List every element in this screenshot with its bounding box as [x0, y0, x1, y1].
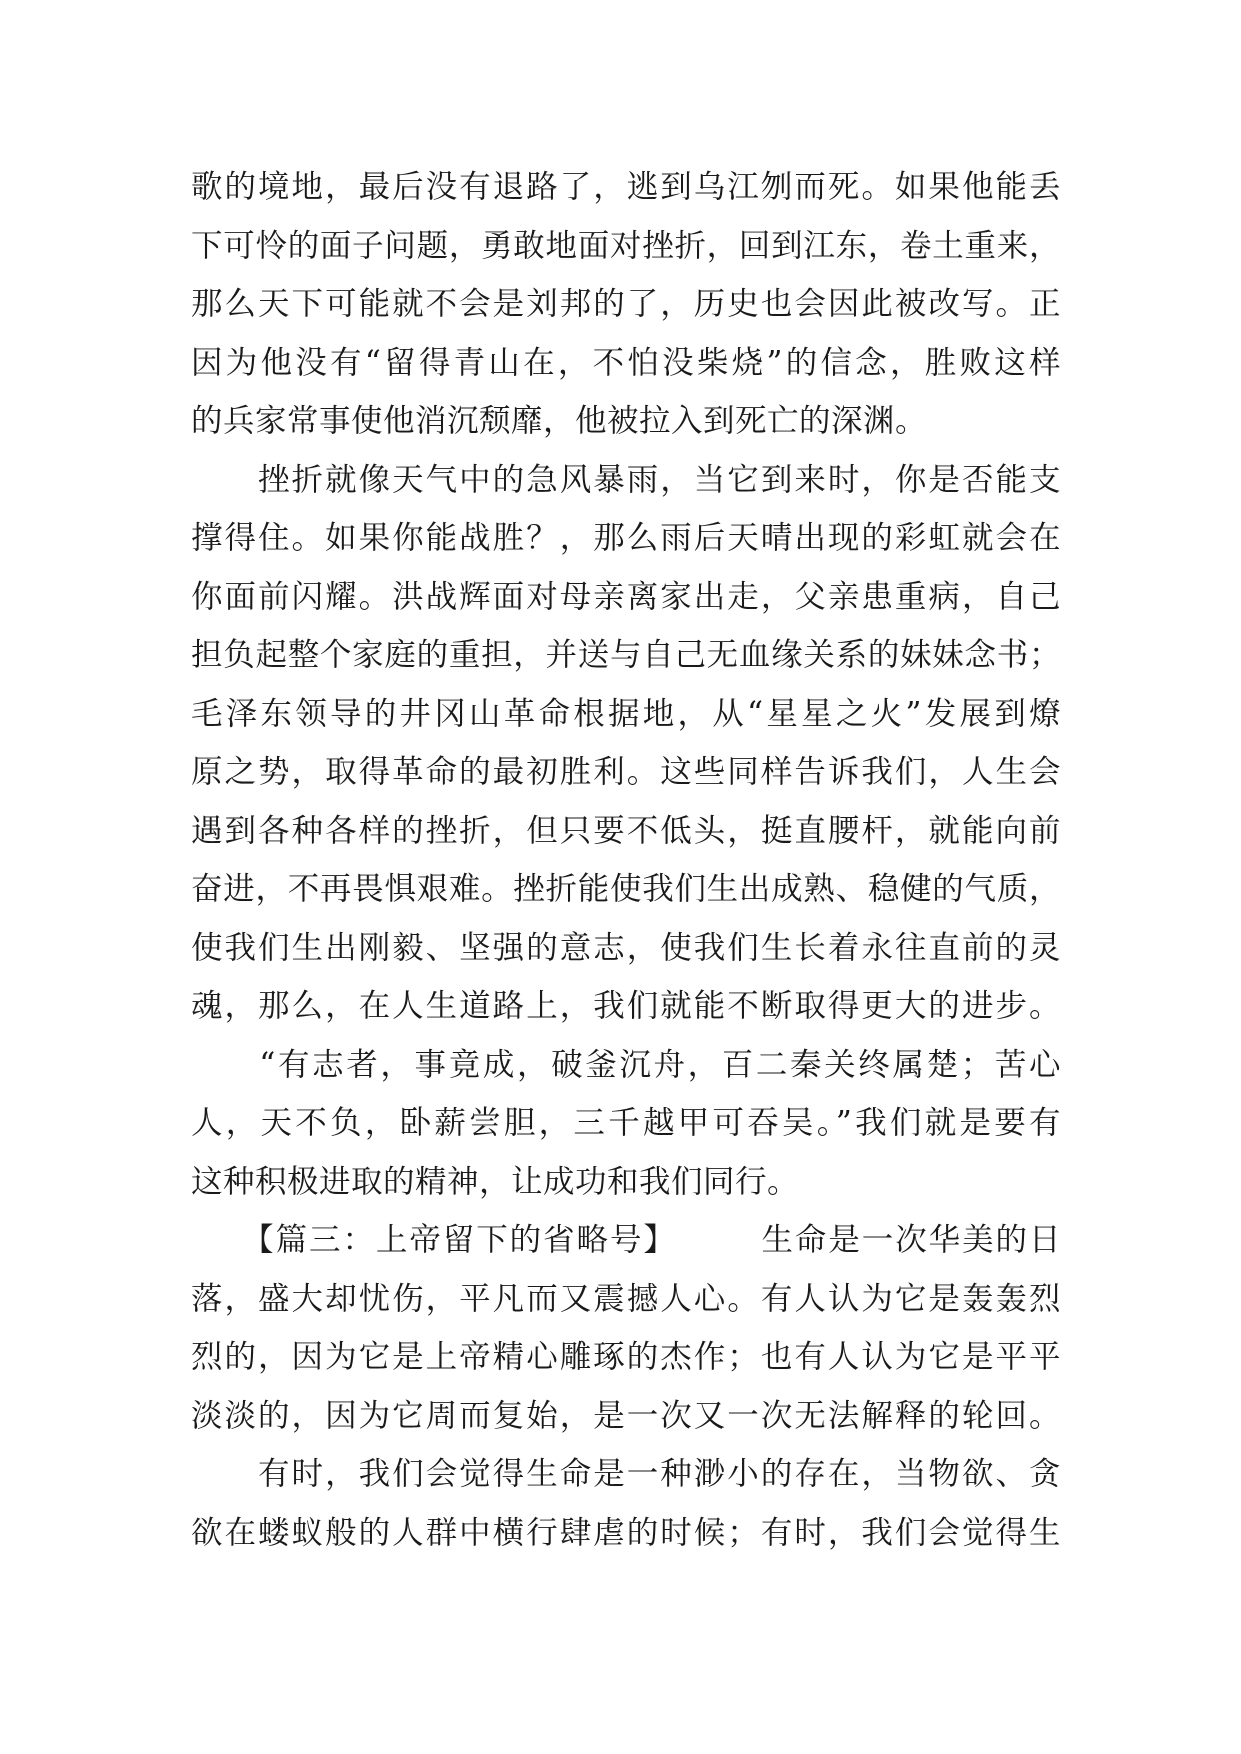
text-line: 撑得住。如果你能战胜？，那么雨后天晴出现的彩虹就会在: [191, 520, 1061, 556]
text-line: 你面前闪耀。洪战辉面对母亲离家出走，父亲患重病，自己: [191, 578, 1061, 615]
text-line: 欲在蝼蚁般的人群中横行肆虐的时候；有时，我们会觉得生: [191, 1514, 1061, 1551]
text-line: 那么天下可能就不会是刘邦的了，历史也会因此被改写。正: [191, 286, 1061, 322]
text-line: 担负起整个家庭的重担，并送与自己无血缘关系的妹妹念书；: [191, 637, 1061, 673]
text-line: “有志者，事竟成，破釜沉舟，百二秦关终属楚；苦心: [191, 1046, 1061, 1083]
text-line: 下可怜的面子问题，勇敢地面对挫折，回到江东，卷土重来，: [191, 227, 1061, 264]
text-line: 的兵家常事使他消沉颓靡，他被拉入到死亡的深渊。: [191, 403, 928, 439]
text-line: 烈的，因为它是上帝精心雕琢的杰作；也有人认为它是平平: [191, 1339, 1061, 1375]
text-line: 使我们生出刚毅、坚强的意志，使我们生长着永往直前的灵: [191, 929, 1061, 966]
text-line: 有时，我们会觉得生命是一种渺小的存在，当物欲、贪: [191, 1456, 1061, 1492]
text-line: 淡淡的，因为它周而复始，是一次又一次无法解释的轮回。: [191, 1397, 1061, 1434]
text-line: 【篇三：上帝留下的省略号】 生命是一次华美的日: [191, 1222, 1061, 1258]
text-line: 奋进，不再畏惧艰难。挫折能使我们生出成熟、稳健的气质，: [191, 871, 1061, 907]
text-line: 魂，那么，在人生道路上，我们就能不断取得更大的进步。: [191, 988, 1061, 1024]
text-line: 这种积极进取的精神，让成功和我们同行。: [191, 1163, 800, 1200]
text-line: 遇到各种各样的挫折，但只要不低头，挺直腰杆，就能向前: [191, 812, 1061, 849]
text-line: 落，盛大却忧伤，平凡而又震撼人心。有人认为它是轰轰烈: [191, 1280, 1061, 1317]
text-line: 毛泽东领导的井冈山革命根据地，从“星星之火”发展到燎: [191, 695, 1061, 732]
text-line: 因为他没有“留得青山在，不怕没柴烧”的信念，胜败这样: [191, 344, 1061, 381]
text-line: 人，天不负，卧薪尝胆，三千越甲可吞吴。”我们就是要有: [191, 1105, 1061, 1141]
text-line: 歌的境地，最后没有退路了，逃到乌江刎而死。如果他能丢: [191, 169, 1061, 205]
text-line: 原之势，取得革命的最初胜利。这些同样告诉我们，人生会: [191, 754, 1061, 790]
body-text: [191, 158, 1061, 1562]
text-line: 挫折就像天气中的急风暴雨，当它到来时，你是否能支: [191, 461, 1061, 498]
